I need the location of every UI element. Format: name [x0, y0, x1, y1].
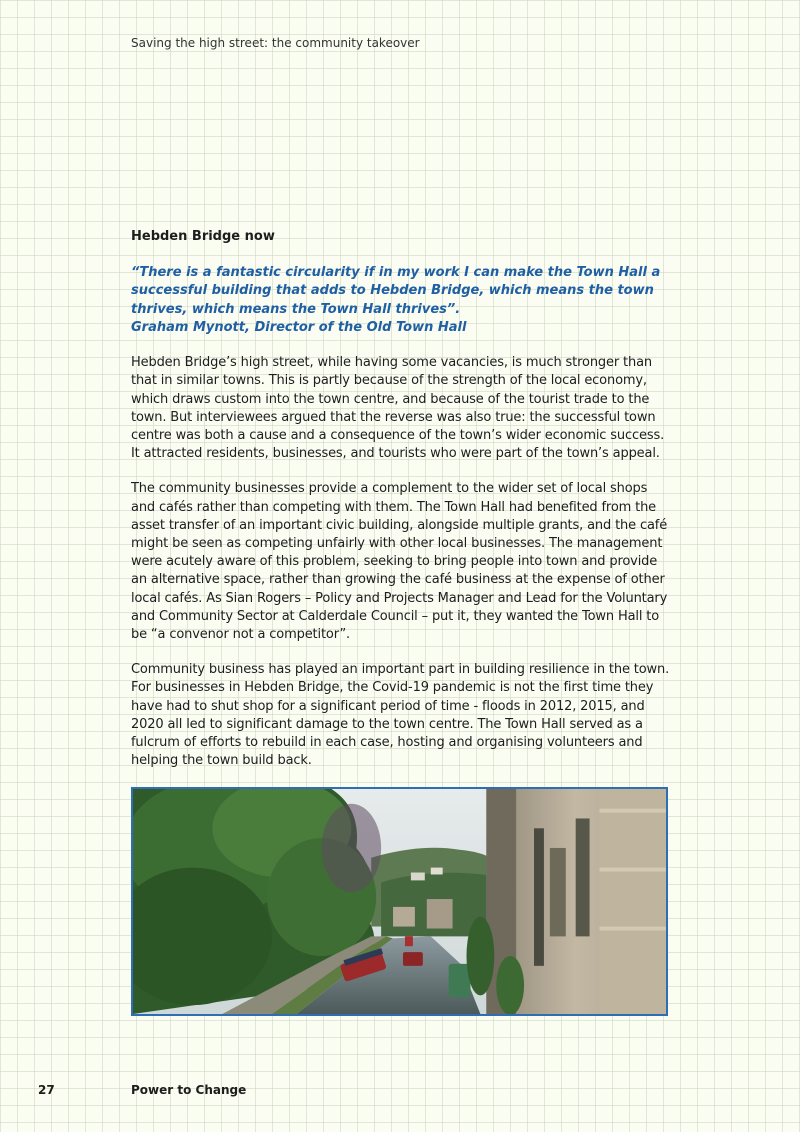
page-number: 27 — [38, 1083, 55, 1097]
footer-brand: Power to Change — [131, 1083, 247, 1097]
running-header: Saving the high street: the community takeover — [131, 36, 420, 50]
paragraph: Hebden Bridge’s high street, while having some vacancies, is much stronger than that in similar towns. This is partly because of the strength of the local economy, which draws custom into the town centre, and because of the tourist trade to the town. But interviewees argued that the reverse was also true: the successful town centre was both a cause and a consequence of the town’s wider economic success. It attracted residents, businesses, and tourists who were part of the town’s appeal. — [131, 355, 665, 462]
canal-photo — [131, 787, 668, 1016]
quote-text: “There is a fantastic circularity if in my work I can make the Town Hall a successful building that adds to Hebden Bridge, which means the town thrives, which means the Town Hall thrives”. — [131, 265, 661, 317]
quote-attribution: Graham Mynott, Director of the Old Town Hall — [131, 319, 467, 335]
pull-quote — [131, 264, 671, 337]
main-content — [131, 228, 671, 787]
canal-photo-illustration — [133, 789, 666, 1014]
paragraph: The community businesses provide a complement to the wider set of local shops and cafés rather than competing with them. The Town Hall had benefited from the asset transfer of an important civic building, alongside multiple grants, and the café might be seen as competing unfairly with other local businesses. The management were acutely aware of this problem, seeking to bring people into town and provide an alternative space, rather than growing the café business at the expense of other local cafés. As Sian Rogers – Policy and Projects Manager and Lead for the Voluntary and Community Sector at Calderdale Council – put it, they wanted the Town Hall to be “a convenor not a competitor”. — [131, 481, 668, 643]
paragraph: Community business has played an important part in building resilience in the town. For businesses in Hebden Bridge, the Covid-19 pandemic is not the first time they have had to shut shop for a significant period of time - floods in 2012, 2015, and 2020 all led to significant damage to the town centre. The Town Hall served as a fulcrum of efforts to rebuild in each case, hosting and organising volunteers and helping the town build back. — [131, 662, 670, 769]
section-title: Hebden Bridge now — [131, 229, 275, 244]
